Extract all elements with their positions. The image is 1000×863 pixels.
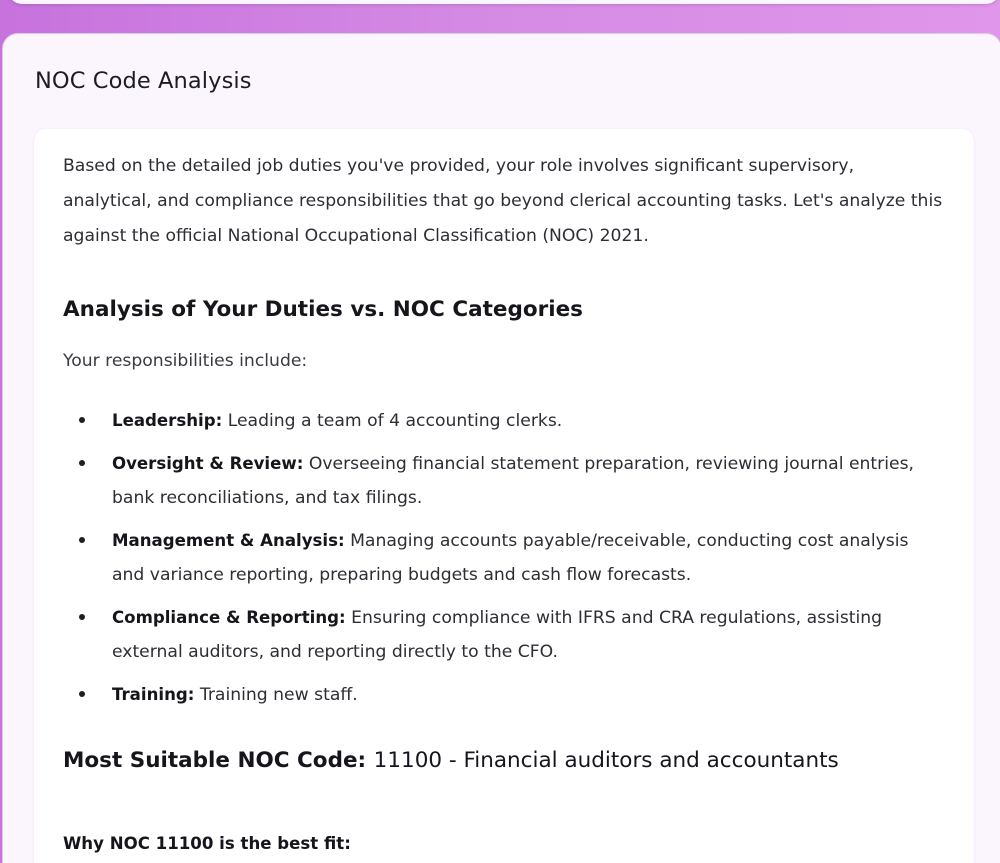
list-item bbox=[34, 678, 974, 712]
duty-label: Training: bbox=[112, 685, 195, 704]
duty-label: Leadership: bbox=[112, 411, 223, 430]
duty-text: Overseeing financial statement preparation, reviewing journal entries, bank reconciliations, and tax filings. bbox=[112, 454, 914, 508]
suitable-noc-heading-prefix: Most Suitable NOC Code: bbox=[63, 748, 367, 773]
list-item bbox=[34, 524, 974, 592]
why-heading: Why NOC 11100 is the best fit: bbox=[63, 834, 351, 853]
suitable-noc-code: 11100 - Financial auditors and accountants bbox=[373, 748, 839, 773]
suitable-noc-heading bbox=[63, 748, 839, 773]
duty-text: Leading a team of 4 accounting clerks. bbox=[227, 411, 563, 431]
list-item bbox=[34, 404, 974, 438]
bullet-icon bbox=[79, 614, 85, 620]
panel-title: NOC Code Analysis bbox=[35, 68, 252, 94]
bullet-icon bbox=[79, 537, 85, 543]
noc-analysis-panel bbox=[2, 33, 1000, 863]
analysis-heading: Analysis of Your Duties vs. NOC Categories bbox=[63, 297, 583, 322]
bullet-icon bbox=[79, 460, 85, 466]
duty-label: Management & Analysis: bbox=[112, 531, 345, 550]
previous-card bbox=[8, 0, 1000, 4]
list-item bbox=[34, 447, 974, 515]
duty-text: Training new staff. bbox=[199, 685, 358, 705]
list-item bbox=[34, 601, 974, 669]
bullet-icon bbox=[79, 417, 85, 423]
responsibilities-lead: Your responsibilities include: bbox=[63, 351, 308, 371]
intro-paragraph: Based on the detailed job duties you've provided, your role involves significant supervisory, analytical, and compliance responsibilities that go beyond clerical accounting tasks. Let's analyze this against the official National Occupational Classification (NOC) 2021. bbox=[63, 156, 943, 246]
duty-text: Managing accounts payable/receivable, conducting cost analysis and variance reporting, preparing budgets and cash flow forecasts. bbox=[112, 531, 909, 585]
analysis-content-card bbox=[34, 129, 974, 863]
duty-text: Ensuring compliance with IFRS and CRA regulations, assisting external auditors, and reporting directly to the CFO. bbox=[112, 608, 883, 662]
duty-label: Oversight & Review: bbox=[112, 454, 304, 473]
duties-list bbox=[34, 404, 974, 721]
duty-label: Compliance & Reporting: bbox=[112, 608, 346, 627]
bullet-icon bbox=[79, 691, 85, 697]
